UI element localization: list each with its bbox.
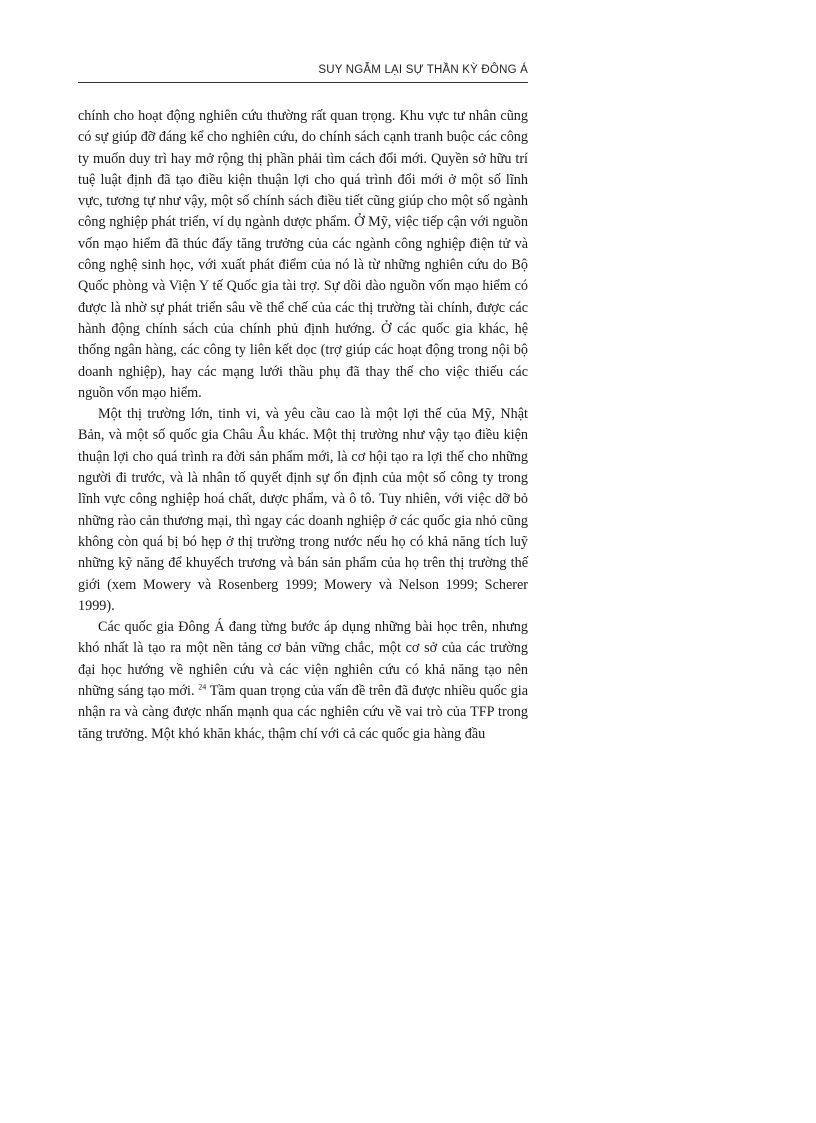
paragraph: chính cho hoạt động nghiên cứu thường rất quan trọng. Khu vực tư nhân cũng có sự giúp đỡ đáng kể cho nghiên cứu, do chính sách cạnh tranh buộc các công ty muốn duy trì hay mở rộng thị phần phải tìm cách đổi mới. Quyền sở hữu trí tuệ luật định đã tạo điều kiện thuận lợi cho quá trình đổi mới ở một số lĩnh vực, tương tự như vậy, một số chính sách điều tiết cũng giúp cho một số ngành công nghiệp phát triển, ví dụ ngành dược phẩm. Ở Mỹ, việc tiếp cận với nguồn vốn mạo hiểm đã thúc đẩy tăng trưởng của các ngành công nghiệp điện tử và công nghệ sinh học, với xuất phát điểm của nó là từ những nghiên cứu do Bộ Quốc phòng và Viện Y tế Quốc gia tài trợ. Sự dồi dào nguồn vốn mạo hiểm có được là nhờ sự phát triển sâu về thể chế của các thị trường tài chính, được các hành động chính sách của chính phủ định hướng. Ở các quốc gia khác, hệ thống ngân hàng, các công ty liên kết dọc (trợ giúp các hoạt động trong nội bộ doanh nghiệp), hay các mạng lưới thầu phụ đã thay thế cho việc thiếu các nguồn vốn mạo hiểm.	[78, 108, 528, 401]
body-text	[78, 106, 528, 745]
paragraph	[78, 617, 528, 745]
header-rule	[78, 82, 528, 83]
paragraph-text: Tầm quan trọng của vấn đề trên đã được nhiều quốc gia nhận ra và càng được nhấn mạnh qua các nghiên cứu về vai trò của TFP trong tăng trưởng. Một khó khăn khác, thậm chí với cả các quốc gia hàng đầu	[78, 683, 528, 742]
paragraph: Một thị trường lớn, tinh vi, và yêu cầu cao là một lợi thế của Mỹ, Nhật Bản, và một số quốc gia Châu Âu khác. Một thị trường như vậy tạo điều kiện thuận lợi cho quá trình ra đời sản phẩm mới, là cơ hội tạo ra lợi thế cho những người đi trước, và là nhân tố quyết định sự ổn định của một số công ty trong lĩnh vực công nghiệp hoá chất, dược phẩm, và ô tô. Tuy nhiên, với việc dỡ bỏ những rào cản thương mại, thì ngay các doanh nghiệp ở các quốc gia nhỏ cũng không còn quá bị bó hẹp ở thị trường trong nước nếu họ có khả năng tích luỹ những kỹ năng để khuyếch trương và bán sản phẩm của họ trên thị trường thế giới (xem Mowery và Rosenberg 1999; Mowery và Nelson 1999; Scherer 1999).	[78, 406, 528, 614]
footnote-marker: 24	[198, 682, 207, 692]
running-header: SUY NGẪM LẠI SỰ THẦN KỲ ĐÔNG Á	[318, 64, 528, 76]
paragraph-text: Các quốc gia Đông Á đang từng bước áp dụng những bài học trên, nhưng khó nhất là tạo ra một nền tảng cơ bản vững chắc, một cơ sở của các trường đại học hướng về nghiên cứu và các viện nghiên cứu có khả năng tạo nên những sáng tạo mới.	[78, 619, 528, 700]
